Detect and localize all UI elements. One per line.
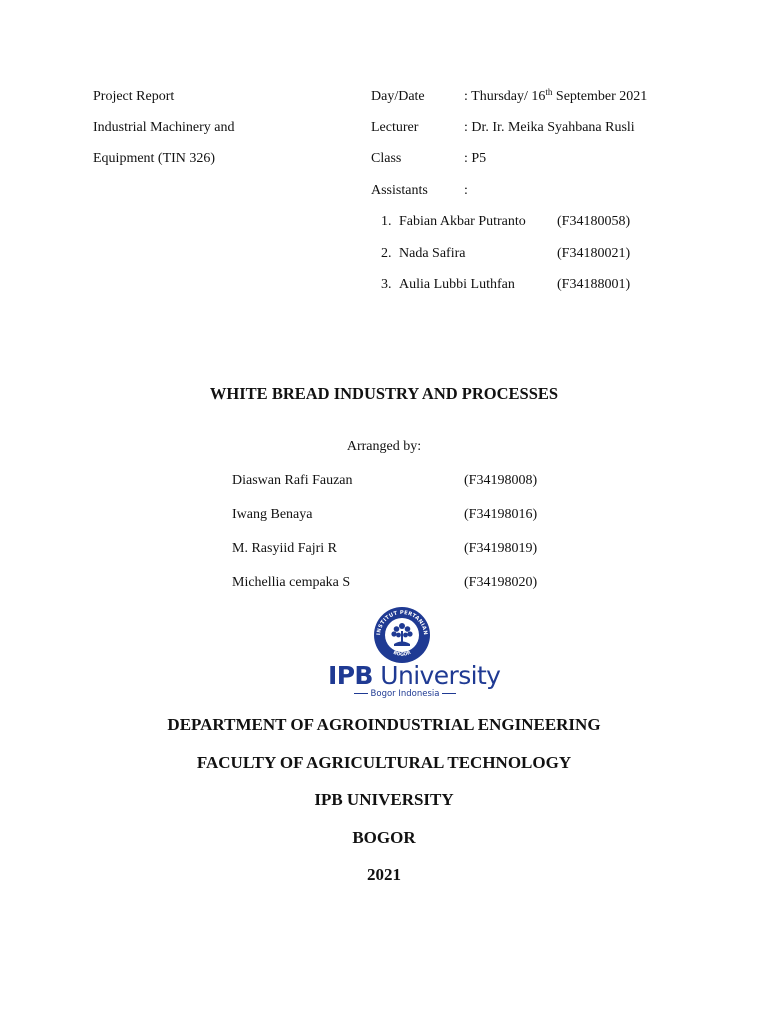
day-date-value: : Thursday/ 16th September 2021	[464, 87, 648, 104]
course-code: Equipment (TIN 326)	[93, 151, 216, 166]
assistant-name: Aulia Lubbi Luthfan	[399, 277, 515, 292]
class-label: Class	[371, 151, 402, 166]
author-name: Diaswan Rafi Fauzan	[232, 473, 353, 488]
class-value: : P5	[464, 151, 487, 166]
author-id: (F34198020)	[464, 575, 538, 590]
assistant-name: Nada Safira	[399, 246, 466, 261]
author-id: (F34198008)	[464, 473, 538, 488]
department-name: DEPARTMENT OF AGROINDUSTRIAL ENGINEERING	[167, 715, 601, 734]
assistant-number: 3.	[381, 277, 392, 292]
svg-text:BOGOR: BOGOR	[392, 650, 412, 658]
assistant-number: 1.	[381, 214, 392, 229]
assistants-label: Assistants	[371, 183, 428, 198]
report-title: WHITE BREAD INDUSTRY AND PROCESSES	[209, 384, 559, 403]
author-name: M. Rasyiid Fajri R	[232, 541, 338, 556]
author-id: (F34198016)	[464, 507, 538, 522]
ipb-university-logo	[320, 604, 501, 700]
author-id: (F34198019)	[464, 541, 538, 556]
author-name: Iwang Benaya	[232, 507, 313, 522]
author-name: Michellia cempaka S	[232, 575, 351, 590]
svg-text:INSTITUT PERTANIAN: INSTITUT PERTANIAN	[375, 609, 429, 636]
arranged-by-label: Arranged by:	[346, 439, 422, 454]
assistant-id: (F34188001)	[557, 277, 631, 292]
lecturer-value: : Dr. Ir. Meika Syahbana Rusli	[464, 120, 635, 135]
faculty-name: FACULTY OF AGRICULTURAL TECHNOLOGY	[196, 753, 572, 772]
course-name: Industrial Machinery and	[93, 120, 235, 135]
report-year: 2021	[367, 865, 401, 884]
ipb-tagline: Bogor Indonesia	[345, 689, 465, 699]
assistant-id: (F34180021)	[557, 246, 631, 261]
assistant-name: Fabian Akbar Putranto	[399, 214, 526, 229]
day-date-label: Day/Date	[371, 89, 425, 104]
assistants-colon: :	[464, 183, 468, 198]
assistant-number: 2.	[381, 246, 392, 261]
ipb-wordmark: IPB University	[328, 661, 501, 690]
assistant-id: (F34180058)	[557, 214, 631, 229]
lecturer-label: Lecturer	[371, 120, 419, 135]
report-type: Project Report	[93, 89, 175, 104]
university-name: IPB UNIVERSITY	[314, 790, 454, 809]
city-name: BOGOR	[352, 828, 416, 847]
